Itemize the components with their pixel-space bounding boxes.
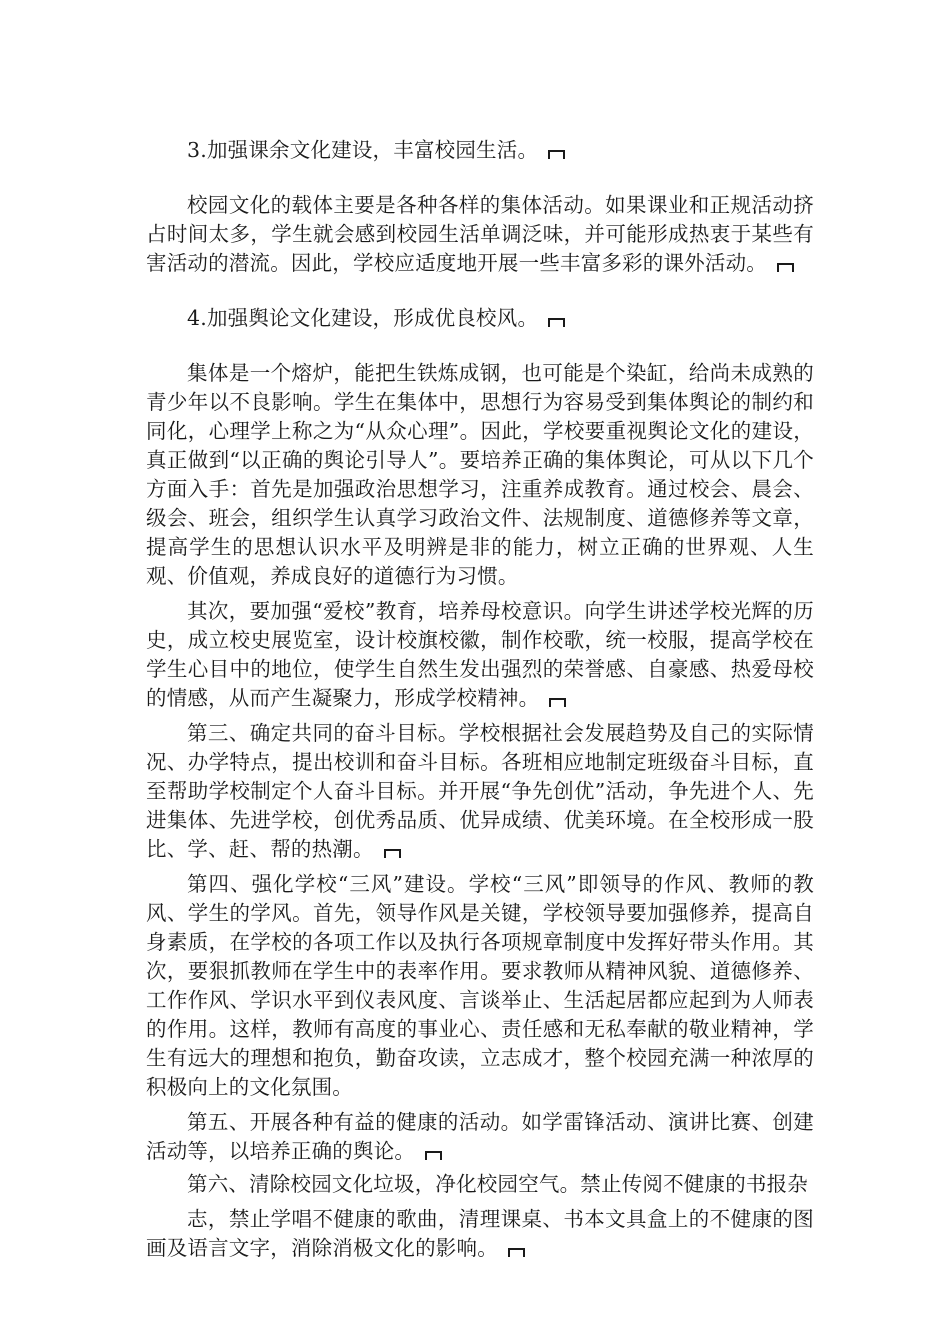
paragraph-common-goals: 第三、确定共同的奋斗目标。学校根据社会发展趋势及自己的实际情况、办学特点，提出校训和奋斗目标。各班相应地制定班级奋斗目标，直至帮助学校制定个人奋斗目标。并开展“争先创优”活动，争先进个人、先进集体、先进学校，创优秀品质、优异成绩、优美环境。在全校形成一股比、学、赶、帮的热潮。	[146, 721, 814, 861]
paragraph-mark-icon	[548, 150, 565, 159]
paragraph-mark-icon	[508, 1248, 525, 1257]
paragraph-love-school: 其次，要加强“爱校”教育，培养母校意识。向学生讲述学校光辉的历史，成立校史展览室，设计校旗校徽，制作校歌，统一校服，提高学校在学生心目中的地位，使学生自然生发出强烈的荣誉感、自豪感、热爱母校的情感，从而产生凝聚力，形成学校精神。	[146, 599, 814, 710]
paragraph-mark-icon	[425, 1151, 442, 1160]
paragraph-mark-icon	[549, 698, 566, 707]
paragraph-extracurricular: 校园文化的载体主要是各种各样的集体活动。如果课业和正规活动挤占时间太多，学生就会感到校园生活单调泛味，并可能形成热衷于某些有害活动的潜流。因此，学校应适度地开展一些丰富多彩的课外活动。	[146, 193, 814, 275]
paragraph-clear-garbage-continued: 志，禁止学唱不健康的歌曲，清理课桌、书本文具盒上的不健康的图画及语言文字，消除消极文化的影响。	[146, 1207, 814, 1260]
section-heading-3: 3.加强课余文化建设，丰富校园生活。	[146, 136, 814, 165]
paragraph-mark-icon	[548, 318, 565, 327]
paragraph-mark-icon	[384, 849, 401, 858]
paragraph-collective-opinion: 集体是一个熔炉，能把生铁炼成钢，也可能是个染缸，给尚未成熟的青少年以不良影响。学生在集体中，思想行为容易受到集体舆论的制约和同化，心理学上称之为“从众心理”。因此，学校要重视舆论文化的建设，真正做到“以正确的舆论引导人”。要培养正确的集体舆论，可从以下几个方面入手：首先是加强政治思想学习，注重养成教育。通过校会、晨会、级会、班会，组织学生认真学习政治文件、法规制度、道德修养等文章，提高学生的思想认识水平及明辨是非的能力，树立正确的世界观、人生观、价值观，养成良好的道德行为习惯。	[146, 361, 814, 588]
paragraph-mark-icon	[777, 263, 794, 272]
paragraph-healthy-activities: 第五、开展各种有益的健康的活动。如学雷锋活动、演讲比赛、创建活动等，以培养正确的舆论。	[146, 1110, 814, 1163]
paragraph-three-styles: 第四、强化学校“三风”建设。学校“三风”即领导的作风、教师的教风、学生的学风。首先，领导作风是关键，学校领导要加强修养，提高自身素质，在学校的各项工作以及执行各项规章制度中发挥好带头作用。其次，要狠抓教师在学生中的表率作用。要求教师从精神风貌、道德修养、工作作风、学识水平到仪表风度、言谈举止、生活起居都应起到为人师表的作用。这样，教师有高度的事业心、责任感和无私奉献的敬业精神，学生有远大的理想和抱负，勤奋攻读，立志成才，整个校园充满一种浓厚的积极向上的文化氛围。	[146, 872, 814, 1099]
section-heading-4: 4.加强舆论文化建设，形成优良校风。	[146, 304, 814, 333]
paragraph-clear-garbage: 第六、清除校园文化垃圾，净化校园空气。禁止传阅不健康的书报杂	[187, 1172, 808, 1196]
document-body	[146, 136, 814, 1263]
